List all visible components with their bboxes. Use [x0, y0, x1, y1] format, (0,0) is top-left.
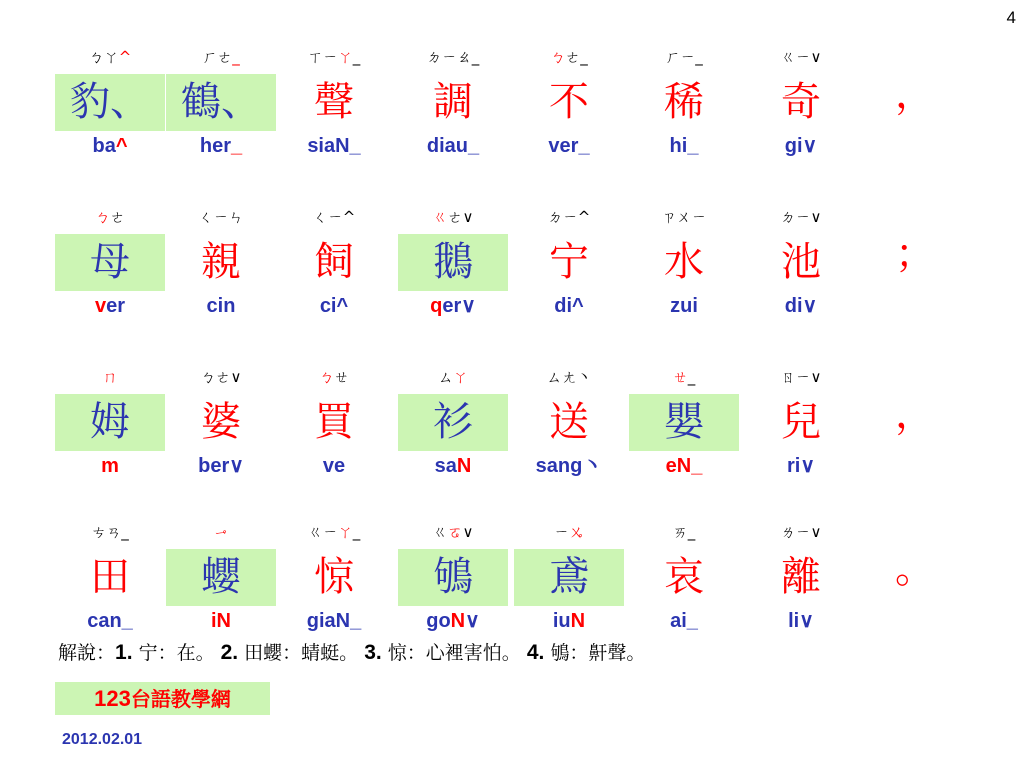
- bopomofo-segment: ㄍ: [432, 523, 448, 541]
- hanzi-character: 親: [201, 239, 241, 285]
- bopomofo-segment: ㄖㄧ∨: [780, 368, 822, 386]
- hanzi-character: 兒: [781, 399, 821, 445]
- bopomofo-segment: ㄅㄜ∨: [200, 368, 242, 386]
- note-num-4: 4.: [526, 641, 545, 664]
- hanzi-character: 婆: [201, 399, 241, 445]
- bopomofo-annotation: [746, 208, 856, 226]
- bopomofo-annotation: [629, 523, 739, 541]
- romanization: [279, 134, 389, 158]
- bopomofo-annotation: [279, 368, 389, 386]
- bopomofo-segment: ㄝ: [672, 368, 688, 386]
- romanization-segment: sang丶: [535, 455, 603, 477]
- bopomofo-segment: ∨: [462, 523, 474, 541]
- hanzi-character: 鵝: [433, 239, 473, 285]
- line-punctuation: ，: [895, 71, 935, 117]
- bopomofo-segment: ㄍㄧ∨: [780, 48, 822, 66]
- romanization: [746, 134, 856, 158]
- line-punctuation: ；: [895, 231, 935, 277]
- hanzi-character: 買: [314, 399, 354, 445]
- bopomofo-segment: ㄉㄧ∨: [780, 208, 822, 226]
- hanzi-character: 豹、: [70, 79, 150, 125]
- hanzi-character: 蠳: [201, 554, 241, 600]
- romanization: [746, 609, 856, 633]
- romanization: [514, 294, 624, 318]
- bopomofo-annotation: [166, 368, 276, 386]
- bopomofo-segment: ㄅ: [550, 48, 566, 66]
- romanization-segment: iu: [552, 610, 571, 632]
- romanization-segment: ver_: [548, 135, 590, 157]
- bopomofo-segment: ㄍ: [432, 208, 448, 226]
- bopomofo-annotation: [514, 208, 624, 226]
- romanization: [629, 609, 739, 633]
- hanzi-character: 送: [549, 399, 589, 445]
- bopomofo-annotation: [166, 48, 276, 66]
- romanization: [746, 294, 856, 318]
- bopomofo-annotation: [398, 48, 508, 66]
- romanization-segment: li∨: [788, 610, 814, 632]
- bopomofo-segment: ㄚ: [337, 48, 353, 66]
- bopomofo-segment: ㆫ: [569, 523, 585, 541]
- hanzi-character: 飼: [314, 239, 354, 285]
- note-text-1: 宁：在。: [132, 642, 221, 664]
- romanization-segment: N: [456, 455, 472, 477]
- bopomofo-segment: ㄉㄧ^: [547, 208, 591, 226]
- romanization: [166, 134, 276, 158]
- romanization: [55, 134, 165, 158]
- hanzi-character: 宁: [549, 239, 589, 285]
- bopomofo-annotation: [398, 208, 508, 226]
- romanization: [55, 609, 165, 633]
- bopomofo-annotation: [279, 208, 389, 226]
- romanization-segment: iN: [211, 610, 231, 632]
- bopomofo-segment: ㄙ: [437, 368, 453, 386]
- romanization-segment: eN_: [665, 455, 703, 477]
- bopomofo-segment: ㄏㄧ_: [665, 48, 703, 66]
- note-text-2: 田蠳：蜻蜓。: [238, 642, 365, 664]
- romanization: [166, 454, 276, 478]
- bopomofo-annotation: [746, 523, 856, 541]
- romanization: [629, 294, 739, 318]
- date-label: 2012.02.01: [62, 731, 143, 748]
- romanization-segment: ve: [322, 455, 346, 477]
- hanzi-character: 離: [781, 554, 821, 600]
- romanization: [514, 609, 624, 633]
- line-punctuation: ，: [895, 391, 935, 437]
- bopomofo-segment: _: [352, 523, 361, 541]
- bopomofo-segment: ㆪ: [213, 523, 229, 541]
- bopomofo-segment: ㄚ: [453, 368, 469, 386]
- romanization-segment: _: [231, 135, 243, 157]
- hanzi-character: 姆: [90, 399, 130, 445]
- bopomofo-segment: ^: [118, 48, 132, 66]
- bopomofo-annotation: [55, 523, 165, 541]
- bopomofo-segment: ㄞ_: [672, 523, 696, 541]
- romanization-segment: can_: [87, 610, 133, 632]
- bopomofo-annotation: [514, 48, 624, 66]
- romanization-segment: ai_: [670, 610, 698, 632]
- romanization-segment: hi_: [669, 135, 699, 157]
- note-num-3: 3.: [364, 641, 382, 664]
- hanzi-character: 鳶: [549, 554, 589, 600]
- romanization-segment: ^: [115, 135, 128, 157]
- bopomofo-segment: ㄒㄧ: [307, 48, 338, 66]
- romanization: [55, 454, 165, 478]
- hanzi-character: 田: [90, 554, 130, 600]
- bopomofo-segment: ㄗㄨㄧ: [661, 208, 707, 226]
- bopomofo-annotation: [55, 48, 165, 66]
- bopomofo-segment: ㄚ: [337, 523, 353, 541]
- romanization: [166, 294, 276, 318]
- romanization-segment: ri∨: [787, 455, 815, 477]
- hanzi-character: 鶴、: [181, 79, 261, 125]
- bopomofo-annotation: [279, 523, 389, 541]
- romanization: [514, 454, 624, 478]
- romanization: [398, 134, 508, 158]
- bopomofo-annotation: [279, 48, 389, 66]
- bopomofo-annotation: [55, 208, 165, 226]
- romanization-segment: N: [570, 610, 586, 632]
- romanization: [629, 454, 739, 478]
- hanzi-character: 聲: [314, 79, 354, 125]
- romanization: [279, 454, 389, 478]
- romanization: [629, 134, 739, 158]
- brand-number: 123: [94, 686, 131, 711]
- bopomofo-segment: ㄙㄤ丶: [546, 368, 592, 386]
- romanization: [398, 294, 508, 318]
- bopomofo-segment: ㄜ: [110, 208, 126, 226]
- romanization-segment: ber∨: [198, 455, 244, 477]
- romanization: [398, 454, 508, 478]
- hanzi-character: 衫: [433, 399, 473, 445]
- romanization: [279, 294, 389, 318]
- romanization-segment: q: [430, 295, 443, 317]
- brand-label: [55, 682, 270, 715]
- romanization-segment: giaN_: [306, 610, 362, 632]
- romanization-segment: go: [426, 610, 451, 632]
- hanzi-character: 嬰: [664, 399, 704, 445]
- note-num-1: 1.: [115, 641, 133, 664]
- romanization-segment: her: [199, 135, 231, 157]
- romanization: [166, 609, 276, 633]
- line-punctuation: 。: [895, 546, 935, 592]
- notes-line: [58, 640, 645, 666]
- bopomofo-segment: ㄇ: [102, 368, 118, 386]
- romanization-segment: N: [450, 610, 466, 632]
- romanization-segment: gi∨: [784, 135, 818, 157]
- hanzi-character: 池: [781, 239, 821, 285]
- hanzi-character: 惊: [314, 554, 354, 600]
- bopomofo-segment: _: [232, 48, 240, 66]
- hanzi-character: 鴝: [433, 554, 473, 600]
- bopomofo-segment: ㄌㄧ∨: [780, 523, 822, 541]
- romanization-segment: zui: [670, 295, 698, 317]
- romanization-segment: siaN_: [307, 135, 361, 157]
- bopomofo-segment: ㄜ∨: [447, 208, 474, 226]
- romanization: [398, 609, 508, 633]
- bopomofo-segment: ㄅ: [94, 208, 110, 226]
- romanization-segment: ba: [92, 135, 116, 157]
- romanization: [279, 609, 389, 633]
- bopomofo-annotation: [629, 48, 739, 66]
- bopomofo-annotation: [398, 523, 508, 541]
- hanzi-character: 稀: [664, 79, 704, 125]
- note-text-3: 惊：心裡害怕。: [381, 642, 527, 664]
- bopomofo-segment: ㄅㄚ: [88, 48, 119, 66]
- romanization-segment: v: [94, 295, 107, 317]
- bopomofo-segment: ㄅ: [318, 368, 334, 386]
- bopomofo-segment: _: [352, 48, 361, 66]
- romanization-segment: m: [101, 455, 119, 477]
- romanization-segment: diau_: [426, 135, 480, 157]
- brand-text: 台語教學網: [130, 687, 231, 711]
- hanzi-character: 奇: [781, 79, 821, 125]
- bopomofo-segment: ㄘㄢ_: [91, 523, 129, 541]
- romanization-segment: sa: [434, 455, 457, 477]
- romanization-segment: di^: [554, 295, 584, 317]
- hanzi-character: 調: [433, 79, 473, 125]
- bopomofo-annotation: [746, 48, 856, 66]
- hanzi-character: 哀: [664, 554, 704, 600]
- bopomofo-segment: ㄝ: [334, 368, 350, 386]
- hanzi-character: 母: [90, 239, 130, 285]
- notes-prefix: 解說：: [58, 642, 116, 664]
- romanization: [746, 454, 856, 478]
- romanization-segment: ci^: [319, 295, 349, 317]
- romanization: [514, 134, 624, 158]
- note-num-2: 2.: [220, 641, 239, 664]
- romanization-segment: ∨: [465, 610, 480, 632]
- bopomofo-segment: _: [687, 368, 696, 386]
- romanization-segment: cin: [206, 295, 236, 317]
- bopomofo-segment: ㆧ: [447, 523, 463, 541]
- bopomofo-annotation: [514, 523, 624, 541]
- bopomofo-segment: ㄍㄧ: [307, 523, 338, 541]
- bopomofo-annotation: [398, 368, 508, 386]
- romanization-segment: di∨: [784, 295, 818, 317]
- bopomofo-annotation: [166, 523, 276, 541]
- bopomofo-annotation: [629, 368, 739, 386]
- romanization-segment: er∨: [442, 295, 476, 317]
- bopomofo-segment: ㄜ_: [565, 48, 588, 66]
- bopomofo-annotation: [629, 208, 739, 226]
- bopomofo-segment: ㄑㄧ^: [312, 208, 356, 226]
- hanzi-character: 不: [549, 79, 589, 125]
- romanization: [55, 294, 165, 318]
- romanization-segment: er: [106, 295, 126, 317]
- bopomofo-segment: ㄏㄜ: [202, 48, 233, 66]
- bopomofo-annotation: [746, 368, 856, 386]
- bopomofo-annotation: [166, 208, 276, 226]
- bopomofo-annotation: [514, 368, 624, 386]
- bopomofo-annotation: [55, 368, 165, 386]
- bopomofo-segment: ㄉㄧㄠ_: [426, 48, 480, 66]
- note-text-4: 鴝：鼾聲。: [544, 642, 646, 664]
- bopomofo-segment: ㄑㄧㄣ: [198, 208, 244, 226]
- page-number: 4: [1006, 8, 1016, 27]
- hanzi-character: 水: [664, 239, 704, 285]
- bopomofo-segment: ㄧ: [553, 523, 569, 541]
